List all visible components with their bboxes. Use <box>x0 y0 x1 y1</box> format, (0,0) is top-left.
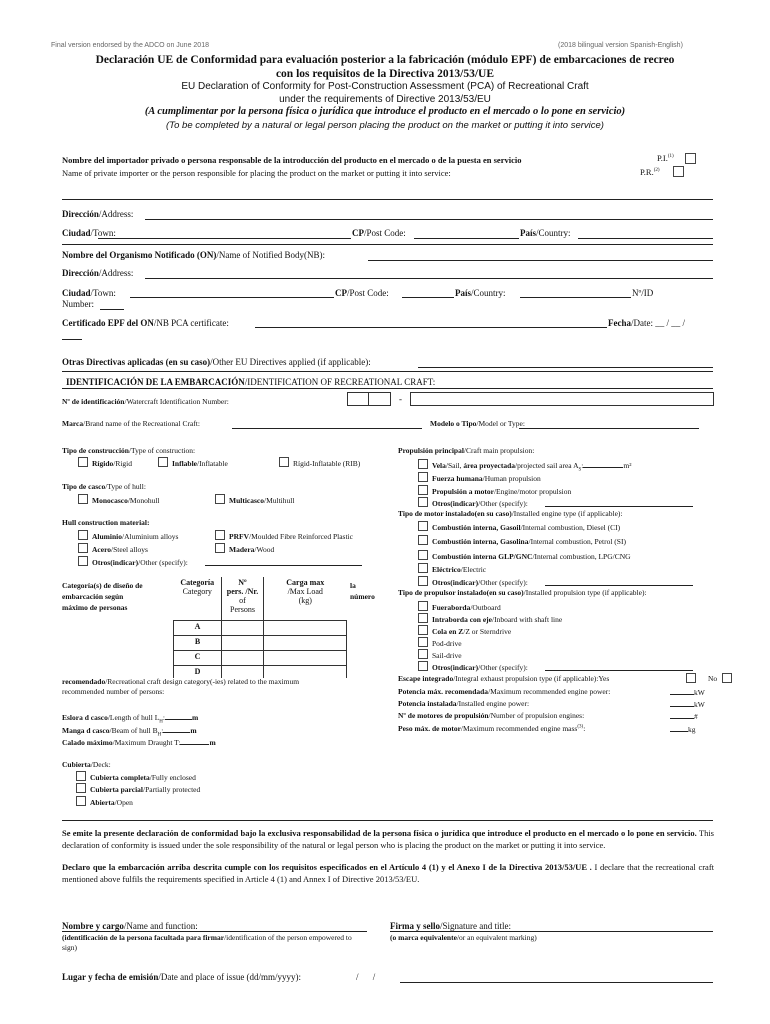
other-directives-label: Otras Directivas aplicadas (en su caso)/Other EU Directives applied (if applicable): <box>62 357 371 367</box>
human-option[interactable]: Fuerza humana/Human propulsion <box>418 472 541 483</box>
deck-full-checkbox[interactable] <box>76 771 86 781</box>
draught-input[interactable] <box>180 736 209 745</box>
win-dash: - <box>399 394 402 404</box>
place-date-mask: / / <box>356 972 376 982</box>
lpg-option[interactable]: Combustión interna GLP/GNC/Internal combustion, LPG/CNG <box>418 550 631 561</box>
propulsion-title: Propulsión principal/Craft main propulsion: <box>398 446 535 455</box>
craft-id-section-title: IDENTIFICACIÓN DE LA EMBARCACIÓN/IDENTIFICATION OF RECREATIONAL CRAFT: <box>66 377 436 387</box>
nb-name-line[interactable] <box>368 260 713 261</box>
signatory-name-note: (identificación de la persona facultada para firmar/identification of the person empowered to sign) <box>62 933 352 952</box>
other-propulsor-line[interactable] <box>545 670 693 671</box>
deck-open-checkbox[interactable] <box>76 796 86 806</box>
sail-option[interactable]: Vela/Sail, área proyectada/projected sail area $A_S$: m² <box>418 459 631 473</box>
title-es-line2: con los requisitos de la Directiva 2013/53/UE <box>275 68 495 80</box>
exhaust-yes-checkbox[interactable] <box>686 673 696 683</box>
frp-option[interactable]: PRFV/Moulded Fibre Reinforced Plastic <box>215 530 353 541</box>
hull-type-title: Tipo de casco/Type of hull: <box>62 482 146 491</box>
length-input[interactable] <box>165 711 192 720</box>
title-en-line1: EU Declaration of Conformity for Post-Construction Assessment (PCA) of Recreational Craft <box>181 81 589 92</box>
nb-number-label: Number: <box>62 299 94 309</box>
signature-note: (o marca equivalente/or an equivalent marking) <box>390 933 537 942</box>
separator <box>62 244 713 245</box>
persons-b[interactable] <box>222 635 264 650</box>
nb-address-line[interactable] <box>145 278 713 279</box>
rib-checkbox[interactable] <box>279 457 289 467</box>
aluminium-checkbox[interactable] <box>78 530 88 540</box>
other-propulsor-option[interactable]: Otros(indicar)/Other (specify): <box>418 661 528 672</box>
pi-checkbox[interactable] <box>685 153 696 164</box>
engine-count-label: Nº de motores de propulsión/Number of propulsion engines: <box>398 711 585 720</box>
cat-row-b: B <box>174 635 222 650</box>
load-a[interactable] <box>264 620 347 635</box>
nb-date-label: Fecha/Date: __ / __ / <box>608 318 686 328</box>
propulsor-type-title: Tipo de propulsor instalado(en su caso)/Installed propulsion type (if applicable): <box>398 588 647 597</box>
pi-label: P.I.$^{(1)}$ <box>657 153 674 163</box>
nb-cert-label: Certificado EPF del ON/NB PCA certificate: <box>62 318 229 328</box>
sail-area-input[interactable] <box>583 459 623 468</box>
brand-label: Marca/Brand name of the Recreational Craft: <box>62 419 200 428</box>
inflatable-checkbox[interactable] <box>158 457 168 467</box>
beam-input[interactable] <box>163 724 190 733</box>
deck-title: Cubierta/Deck: <box>62 760 111 769</box>
sail-drive-option[interactable]: Sail-drive <box>418 649 462 660</box>
importer-label-es: Nombre del importador privado o persona responsable de la introducción del producto en el mercado o de la puesta en servicio <box>62 155 522 165</box>
engine-count-field[interactable]: # <box>670 710 698 721</box>
place-date-line[interactable] <box>400 982 713 983</box>
postcode-label: CP/Post Code: <box>352 228 406 238</box>
draught-label: Calado máximo/Maximum Draught T: m <box>62 738 216 747</box>
brand-line[interactable] <box>232 428 422 429</box>
other-propulsor-checkbox[interactable] <box>418 661 428 671</box>
other-material-line[interactable] <box>205 565 362 566</box>
design-category-label: Categoría(s) de diseño de embarcación según máximo de personas <box>62 581 143 612</box>
craft-id-label: Nº de identificación/Watercraft Identification Number: <box>62 397 229 406</box>
motor-checkbox[interactable] <box>418 485 428 495</box>
col-category-header: Categoría Category <box>174 577 222 620</box>
title-es-line1: Declaración UE de Conformidad para evaluación posterior a la fabricación (módulo EPF) de embarcaciones de recreo <box>95 54 675 66</box>
design-category-table <box>173 577 347 678</box>
pr-label: P.R.$^{(2)}$ <box>640 167 660 177</box>
max-power-field[interactable]: kW <box>670 686 705 697</box>
title-instruction-es: (A cumplimentar por la persona física o jurídica que introduce el producto en el mercado o lo pone en servicio) <box>144 106 626 117</box>
inflatable-option[interactable]: Inflable/Inflatable <box>158 457 228 468</box>
model-line[interactable] <box>519 428 699 429</box>
win-box-2[interactable] <box>410 392 714 406</box>
frp-checkbox[interactable] <box>215 530 225 540</box>
diesel-option[interactable]: Combustión interna, Gasoil/Internal combustion, Diesel (CI) <box>418 521 620 532</box>
nb-postcode-label: CP/Post Code: <box>335 288 389 298</box>
nb-cert-line-2[interactable] <box>62 339 82 340</box>
place-date-label: Lugar y fecha de emisión/Date and place of issue (dd/mm/yyyy): <box>62 972 302 982</box>
separator-3 <box>62 388 713 389</box>
beam-label: Manga d casco/Beam of hull $B_H$: m <box>62 726 197 738</box>
nb-number-line[interactable] <box>100 309 124 310</box>
diesel-checkbox[interactable] <box>418 521 428 531</box>
declaration-paragraph-1: Se emite la presente declaración de conformidad bajo la exclusiva responsabilidad de la persona física o jurídica que introduce el producto en el mercado o lo pone en servicio. This declaration of conformity is issued under the sole responsibility of the natural or legal person who is placing the product on the market or putting it into service. <box>62 828 714 850</box>
pod-drive-checkbox[interactable] <box>418 637 428 647</box>
signatory-name-line[interactable] <box>62 931 367 932</box>
exhaust-label: Escape integrado/Integral exhaust propulsion type (if applicable):Yes <box>398 674 610 683</box>
cat-row-d: D <box>174 665 222 678</box>
exhaust-no-checkbox[interactable] <box>722 673 732 683</box>
declaration-paragraph-2: Declaro que la embarcación arriba descrita cumple con los requisitos especificados en el Artículo 4 (1) y el Anexo I de la Directiva 2013/53/UE . I declare that the recreational craft mentioned above fulfils the requirements specified in Article 4 (1) and Annex I of Directive 2013/53/EU. <box>62 862 715 884</box>
recommended-label: recomendado/Recreational craft design category(-ies) related to the maximum <box>62 677 300 686</box>
cat-row-c: C <box>174 650 222 665</box>
steel-checkbox[interactable] <box>78 543 88 553</box>
design-category-side: la número <box>350 581 375 601</box>
outboard-option[interactable]: Fueraborda/Outboard <box>418 601 501 612</box>
multihull-checkbox[interactable] <box>215 494 225 504</box>
hull-material-title: Hull construction material: <box>62 518 150 527</box>
engine-type-title: Tipo de motor instalado(en su caso)/Installed engine type (if applicable): <box>398 509 623 518</box>
nb-id-label: Nº/ID <box>632 288 654 298</box>
signature-line[interactable] <box>390 931 713 932</box>
country-label: País/Country: <box>520 228 571 238</box>
aluminium-option[interactable]: Aluminio/Aluminium alloys <box>78 530 178 541</box>
nb-country-line[interactable] <box>520 297 631 298</box>
lpg-checkbox[interactable] <box>418 550 428 560</box>
col-load-header: Carga max /Max Load (kg) <box>286 578 325 605</box>
multihull-option[interactable]: Multicasco/Multihull <box>215 494 294 505</box>
sterndrive-option[interactable]: Cola en Z/Z or Sterndrive <box>418 625 511 636</box>
importer-name-line[interactable] <box>62 199 713 200</box>
model-label: Modelo o Tipo/Model or Type: <box>430 419 525 428</box>
engine-mass-label: Peso máx. de motor/Maximum recommended engine mass$^{(3)}$: <box>398 724 586 733</box>
engine-mass-field[interactable]: kg <box>670 723 696 734</box>
header-left: Final version endorsed by the ADCO on June 2018 <box>51 42 209 49</box>
petrol-checkbox[interactable] <box>418 535 428 545</box>
other-propulsion-checkbox[interactable] <box>418 497 428 507</box>
electric-option[interactable]: Eléctrico/Electric <box>418 563 486 574</box>
postcode-line[interactable] <box>414 238 519 239</box>
human-checkbox[interactable] <box>418 472 428 482</box>
nb-postcode-line[interactable] <box>402 297 454 298</box>
max-power-label: Potencia máx. recomendada/Maximum recommended engine power: <box>398 687 611 696</box>
nb-cert-line[interactable] <box>255 327 607 328</box>
length-label: Eslora d casco/Length of hull $L_H$: m <box>62 713 199 725</box>
header-right: (2018 bilingual version Spanish-English) <box>558 42 683 49</box>
load-b[interactable] <box>264 635 347 650</box>
persons-a[interactable] <box>222 620 264 635</box>
country-line[interactable] <box>578 238 713 239</box>
installed-power-field[interactable]: kW <box>670 698 705 709</box>
importer-label-en: Name of private importer or the person responsible for placing the product on the market or putting it into service: <box>62 168 451 178</box>
wood-checkbox[interactable] <box>215 543 225 553</box>
load-c[interactable] <box>264 650 347 665</box>
inboard-checkbox[interactable] <box>418 613 428 623</box>
sterndrive-checkbox[interactable] <box>418 625 428 635</box>
construction-title: Tipo de construcción/Type of construction: <box>62 446 196 455</box>
other-propulsion-option[interactable]: Otros(indicar)/Other (specify): <box>418 497 528 508</box>
nb-town-label: Ciudad/Town: <box>62 288 116 298</box>
signature-label: Firma y sello/Signature and title: <box>390 921 511 931</box>
wood-option[interactable]: Madera/Wood <box>215 543 274 554</box>
cat-row-a: A <box>174 620 222 635</box>
col-persons-header: Nº pers. /Nr. of Persons <box>222 577 264 620</box>
outboard-checkbox[interactable] <box>418 601 428 611</box>
monohull-checkbox[interactable] <box>78 494 88 504</box>
separator-2 <box>62 371 713 372</box>
title-en-line2: under the requirements of Directive 2013/53/EU <box>279 94 491 105</box>
nb-town-line[interactable] <box>130 297 334 298</box>
separator-4 <box>62 820 713 821</box>
deck-partial-checkbox[interactable] <box>76 783 86 793</box>
recommended-label-2: recommended number of persons: <box>62 687 165 696</box>
address-label: Dirección/Address: <box>62 209 134 219</box>
rib-option[interactable]: Rígid-Inflatable (RIB) <box>279 457 360 468</box>
town-label: Ciudad/Town: <box>62 228 116 238</box>
other-directives-line[interactable] <box>418 367 713 368</box>
deck-open-option[interactable]: Abierta/Open <box>76 796 133 807</box>
electric-checkbox[interactable] <box>418 563 428 573</box>
other-material-checkbox[interactable] <box>78 556 88 566</box>
motor-option[interactable]: Propulsión a motor/Engine/motor propulsion <box>418 485 571 496</box>
sail-checkbox[interactable] <box>418 459 428 469</box>
nb-country-label: País/Country: <box>455 288 506 298</box>
rigid-checkbox[interactable] <box>78 457 88 467</box>
signatory-name-label: Nombre y cargo/Name and function: <box>62 921 198 931</box>
persons-c[interactable] <box>222 650 264 665</box>
rigid-option[interactable]: Rígido/Rigid <box>78 457 132 468</box>
address-line[interactable] <box>145 219 713 220</box>
other-material-option[interactable]: Otros(indicar)/Other (specify): <box>78 556 188 567</box>
nb-name-label: Nombre del Organismo Notificado (ON)/Name of Notified Body(NB): <box>62 250 326 260</box>
monohull-option[interactable]: Monocasco/Monohull <box>78 494 160 505</box>
sail-drive-checkbox[interactable] <box>418 649 428 659</box>
petrol-option[interactable]: Combustión interna, Gasolina/Internal combustion, Petrol (SI) <box>418 535 626 546</box>
other-engine-line[interactable] <box>545 585 693 586</box>
win-box-1[interactable] <box>347 392 391 406</box>
deck-full-option[interactable]: Cubierta completa/Fully enclosed <box>76 771 196 782</box>
inboard-option[interactable]: Intraborda con eje/Inboard with shaft line <box>418 613 562 624</box>
other-engine-checkbox[interactable] <box>418 576 428 586</box>
town-line[interactable] <box>98 238 351 239</box>
pod-drive-option[interactable]: Pod-drive <box>418 637 462 648</box>
steel-option[interactable]: Acero/Steel alloys <box>78 543 148 554</box>
exhaust-no-label: No <box>708 674 718 683</box>
deck-partial-option[interactable]: Cubierta parcial/Partially protected <box>76 783 200 794</box>
nb-address-label: Dirección/Address: <box>62 268 134 278</box>
installed-power-label: Potencia instalada/Installed engine power: <box>398 699 530 708</box>
title-instruction-en: (To be completed by a natural or legal person placing the product on the market or putting it into service) <box>166 120 604 131</box>
other-propulsion-line[interactable] <box>545 506 693 507</box>
other-engine-option[interactable]: Otros(indicar)/Other (specify): <box>418 576 528 587</box>
pr-checkbox[interactable] <box>673 166 684 177</box>
